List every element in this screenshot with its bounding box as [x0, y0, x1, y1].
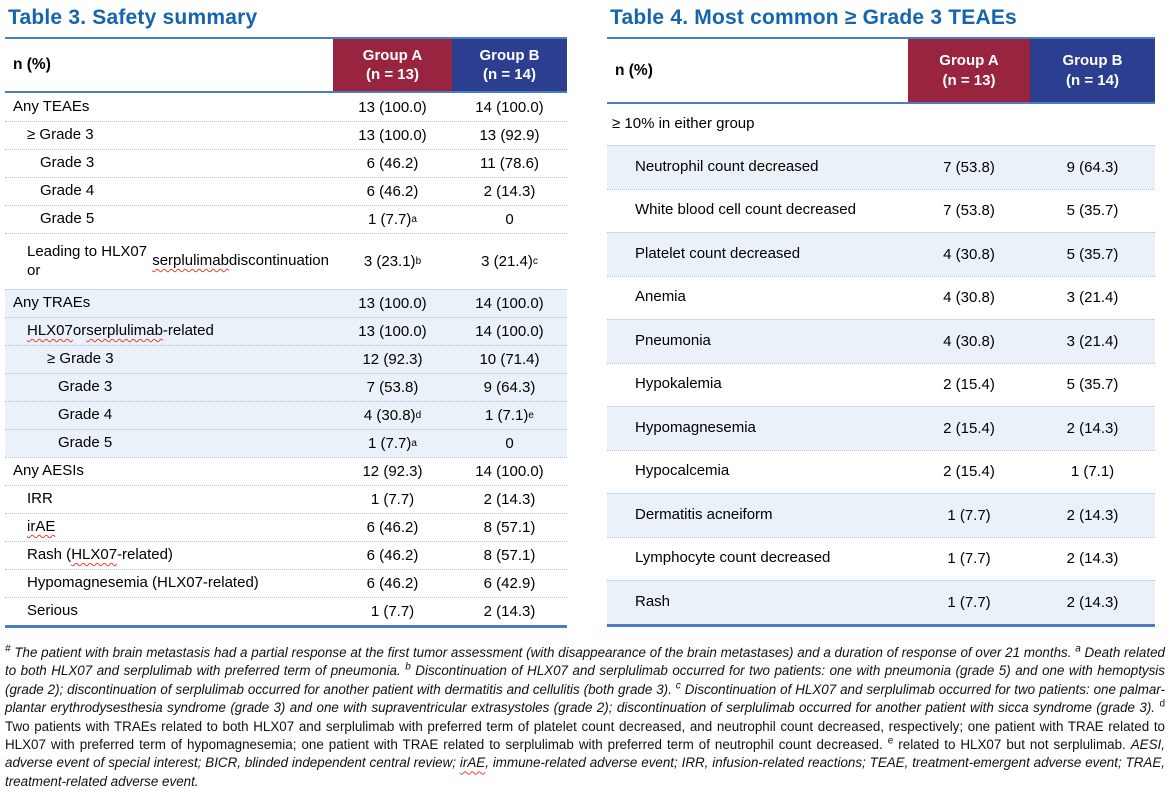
row-label — [5, 402, 333, 429]
cell-value: 2 (14.3) — [483, 491, 536, 508]
group-b-label: Group B — [1062, 52, 1123, 69]
table3-group-b-header — [452, 39, 567, 91]
row-label — [5, 206, 333, 233]
cell-group-a: 3 (23.1) b — [363, 253, 422, 270]
cell-value: 3 (23.1) — [363, 253, 416, 270]
cell-group-a — [333, 374, 452, 401]
label-text: ≥ Grade 3 — [47, 350, 114, 368]
label-text: Lymphocyte count decreased — [635, 549, 831, 567]
group-b-n: (n = 14) — [1066, 71, 1119, 89]
group-a-label: Group A — [362, 46, 423, 64]
table-row — [5, 121, 567, 149]
cell-value: 3 (21.4) — [1066, 289, 1119, 307]
cell-value: 6 (46.2) — [366, 575, 419, 592]
cell-value: 2 (14.3) — [483, 603, 536, 620]
row-label — [5, 486, 333, 513]
table-row — [5, 373, 567, 401]
cell-group-a — [333, 346, 452, 373]
group-a-label: Group A — [939, 52, 999, 69]
cell-value: 13 (92.9) — [479, 127, 540, 144]
table-row — [5, 233, 567, 289]
cell-value: 5 (35.7) — [1066, 245, 1119, 263]
footnote-text: The patient with brain metastasis had a partial response at the first tumor assessment (with disappearance of the brain metastases) and a duration of response of over 21 months. — [14, 645, 1076, 660]
cell-group-a — [908, 494, 1030, 537]
cell-value: 5 (35.7) — [1066, 376, 1119, 394]
cell-group-a — [908, 320, 1030, 363]
label-text: Rash — [635, 592, 671, 610]
cell-group-a — [908, 364, 1030, 407]
cell-group-b — [452, 318, 567, 345]
footnote-text: Discontinuation of HLX07 and serplulimab occurred for two patients: one with pneumonia (grade 5) and one with hemoptysis (grade 2); discontinuation of serplulimab occurred for another patient with dermatitis and cellulitis (both grade 3). — [5, 663, 1165, 697]
cell-value: 6 (46.2) — [366, 155, 419, 172]
table4-header-row — [607, 39, 1155, 104]
cell-value: 14 (100.0) — [475, 295, 544, 312]
cell-value: 13 (100.0) — [358, 127, 427, 144]
label-text: ≥ Grade 3 — [27, 126, 94, 144]
misspelled-word: irAE — [459, 755, 486, 771]
cell-value: 2 (14.3) — [1066, 550, 1119, 568]
row-label — [607, 233, 908, 276]
cell-value: 1 (7.1) — [1070, 463, 1115, 481]
cell-group-b — [1030, 407, 1155, 450]
table-row — [607, 363, 1155, 407]
cell-value: 1 (7.7) — [368, 435, 412, 452]
cell-group-a — [333, 486, 452, 513]
label-text: Hypokalemia — [635, 375, 722, 393]
row-label — [607, 364, 908, 407]
cell-value: 6 (42.9) — [483, 575, 536, 592]
cell-value: 4 (30.8) — [943, 245, 995, 263]
cell-value: 1 (7.7) — [370, 603, 415, 620]
table4 — [607, 37, 1155, 627]
cell-value: 3 (21.4) — [481, 253, 533, 270]
cell-group-b: 3 (21.4) c — [481, 253, 538, 270]
row-label — [5, 93, 333, 121]
table-row — [5, 401, 567, 429]
cell-group-a — [908, 190, 1030, 233]
label-text: -related) — [117, 546, 173, 564]
cell-value: 1 (7.7) — [947, 593, 991, 611]
footnote-text: AESI, adverse event of special interest; BICR, blinded independent central review; — [5, 737, 1165, 771]
cell-group-a — [333, 178, 452, 205]
table-row — [5, 149, 567, 177]
cell-group-a — [333, 122, 452, 149]
row-label — [5, 318, 333, 345]
cell-group-a — [333, 290, 452, 317]
table-row — [5, 541, 567, 569]
row-label — [607, 407, 908, 450]
label-text: Anemia — [635, 288, 686, 306]
table-row — [607, 493, 1155, 537]
label-text: Platelet count decreased — [635, 244, 801, 262]
cell-group-a — [333, 570, 452, 597]
label-text: Dermatitis acneiform — [635, 505, 773, 523]
row-label — [5, 430, 333, 457]
table-row — [607, 189, 1155, 233]
row-label — [607, 451, 908, 494]
cell-value: 1 (7.7) — [370, 491, 415, 508]
row-label — [5, 122, 333, 149]
row-label — [607, 494, 908, 537]
cell-group-b — [1030, 451, 1155, 494]
cell-group-a — [333, 542, 452, 569]
cell-value: 6 (46.2) — [366, 547, 419, 564]
table-row — [5, 513, 567, 541]
cell-group-a — [908, 146, 1030, 189]
table-row — [607, 319, 1155, 363]
row-label — [5, 234, 333, 289]
table3-header-row — [5, 39, 567, 93]
row-label — [607, 277, 908, 320]
cell-value: 6 (46.2) — [366, 519, 419, 536]
cell-group-b — [452, 206, 567, 233]
cell-value: 2 (14.3) — [1066, 419, 1119, 437]
table4-panel — [607, 0, 1155, 627]
cell-value: 2 (15.4) — [943, 463, 995, 481]
label-text: Rash ( — [27, 546, 72, 564]
footnote-marker: d — [1159, 698, 1165, 710]
label-text: Grade 5 — [40, 210, 95, 228]
table-row — [5, 345, 567, 373]
cell-group-a — [908, 277, 1030, 320]
cell-group-b — [1030, 277, 1155, 320]
label-text: or — [72, 322, 87, 340]
footnote-text: , immune-related adverse event; IRR, infusion-related reactions; TEAE, treatment-emergent adverse event; TRAE, treatment-related adverse event. — [5, 755, 1165, 789]
cell-group-a — [908, 407, 1030, 450]
misspelled-word: HLX07 — [27, 322, 73, 340]
cell-group-a — [908, 581, 1030, 624]
cell-value: 12 (92.3) — [362, 463, 423, 480]
cell-value: 5 (35.7) — [1066, 202, 1119, 220]
cell-group-b — [452, 346, 567, 373]
misspelled-word: serplulimab — [152, 252, 229, 270]
misspelled-word: HLX07 — [71, 546, 118, 564]
section-label: ≥ 10% in either group — [612, 115, 755, 133]
table-row — [5, 457, 567, 485]
table-row — [607, 537, 1155, 581]
table-row — [607, 580, 1155, 624]
label-text: discontinuation — [228, 252, 329, 270]
table-row — [607, 450, 1155, 494]
cell-value: 4 (30.8) — [943, 289, 995, 307]
cell-value: 13 (100.0) — [358, 295, 427, 312]
cell-group-b — [452, 374, 567, 401]
table-row — [5, 317, 567, 345]
cell-group-a — [333, 514, 452, 541]
table-row — [607, 232, 1155, 276]
cell-value: 2 (15.4) — [943, 376, 995, 394]
table4-group-a-header — [908, 39, 1030, 102]
cell-value: 1 (7.7) — [368, 211, 412, 228]
row-label — [5, 570, 333, 597]
table-row — [5, 569, 567, 597]
table3-title: Table 3. Safety summary — [8, 6, 258, 29]
cell-group-a — [908, 451, 1030, 494]
cell-group-b — [452, 458, 567, 485]
cell-group-a — [333, 598, 452, 625]
cell-value: 2 (14.3) — [483, 183, 536, 200]
cell-value: 14 (100.0) — [475, 323, 544, 340]
footnote-text: Death related to both HLX07 and serplulimab with preferred term of pneumonia. — [5, 645, 1165, 679]
cell-group-a: 1 (7.7) a — [368, 211, 417, 228]
footnote-marker: a — [1075, 643, 1081, 655]
footnote-marker: # — [5, 643, 11, 655]
label-text: White blood cell count decreased — [635, 201, 856, 219]
table-row — [5, 93, 567, 121]
footnote-text: related to HLX07 but not serplulimab. — [898, 737, 1131, 753]
cell-group-a — [333, 458, 452, 485]
cell-group-b — [1030, 494, 1155, 537]
footnote-marker: c — [675, 680, 681, 692]
cell-value: 10 (71.4) — [479, 351, 540, 368]
label-text: Any AESIs — [13, 462, 84, 480]
cell-group-a: 4 (30.8) d — [363, 407, 422, 424]
group-b-n: (n = 14) — [483, 66, 536, 83]
cell-value: 6 (46.2) — [366, 183, 419, 200]
table4-header-label: n (%) — [615, 61, 653, 79]
cell-value: 14 (100.0) — [475, 463, 544, 480]
cell-group-a: 1 (7.7) a — [368, 435, 417, 452]
cell-value: 0 — [505, 435, 514, 452]
cell-group-b — [452, 178, 567, 205]
table4-group-b-header — [1030, 39, 1155, 102]
group-a-n: (n = 13) — [366, 66, 419, 83]
row-label — [607, 320, 908, 363]
cell-value: 2 (15.4) — [943, 419, 995, 437]
row-label — [5, 458, 333, 485]
cell-value: 1 (7.1) — [485, 407, 529, 424]
cell-value: 11 (78.6) — [480, 155, 539, 172]
table-row — [607, 145, 1155, 189]
label-text: Neutrophil count decreased — [635, 157, 819, 175]
cell-group-b — [1030, 146, 1155, 189]
label-text: Any TRAEs — [13, 294, 91, 312]
cell-value: 4 (30.8) — [363, 407, 416, 424]
cell-group-a — [333, 150, 452, 177]
row-label — [607, 581, 908, 624]
cell-group-a — [333, 93, 452, 121]
cell-value: 2 (14.3) — [1066, 593, 1119, 611]
table-row — [5, 177, 567, 205]
label-text: Leading to HLX07 or — [27, 242, 148, 279]
label-text: Hypocalcemia — [635, 462, 730, 480]
row-label — [5, 346, 333, 373]
row-label — [5, 290, 333, 317]
table-section-row — [607, 104, 1155, 145]
cell-value: 7 (53.8) — [943, 202, 995, 220]
cell-value: 9 (64.3) — [483, 379, 536, 396]
cell-group-b — [452, 430, 567, 457]
label-text: Grade 4 — [58, 406, 113, 424]
footnote-marker: e — [887, 735, 894, 747]
cell-group-a — [333, 318, 452, 345]
cell-group-b: 1 (7.1) e — [485, 407, 534, 424]
cell-value: 14 (100.0) — [475, 98, 544, 116]
row-label — [5, 542, 333, 569]
row-label — [5, 514, 333, 541]
cell-value: 8 (57.1) — [483, 547, 536, 564]
cell-value: 3 (21.4) — [1066, 332, 1119, 350]
label-text: Hypomagnesemia (HLX07-related) — [27, 574, 259, 592]
row-label — [5, 374, 333, 401]
cell-group-b — [452, 290, 567, 317]
table3-body — [5, 93, 567, 625]
footnote-marker: b — [405, 661, 411, 673]
table3-panel — [5, 0, 567, 628]
label-text: Grade 5 — [58, 434, 113, 452]
row-label — [607, 146, 908, 189]
label-text: Any TEAEs — [13, 97, 90, 115]
group-b-label: Group B — [479, 46, 540, 64]
cell-group-b — [452, 93, 567, 121]
misspelled-word: irAE — [27, 518, 56, 536]
group-a-n: (n = 13) — [942, 71, 996, 89]
table-row — [607, 276, 1155, 320]
row-label — [5, 150, 333, 177]
cell-group-b — [1030, 581, 1155, 624]
table4-title: Table 4. Most common ≥ Grade 3 TEAEs — [610, 6, 1017, 29]
table-row — [5, 597, 567, 625]
table3 — [5, 37, 567, 628]
cell-group-b — [1030, 190, 1155, 233]
cell-group-b — [1030, 233, 1155, 276]
table3-group-a-header — [333, 39, 452, 91]
label-text: -related — [162, 322, 214, 340]
cell-group-b — [452, 486, 567, 513]
table-row — [607, 406, 1155, 450]
cell-value: 13 (100.0) — [358, 98, 427, 116]
label-text: Grade 3 — [58, 378, 113, 396]
footnote-text: Discontinuation of HLX07 and serplulimab occurred for two patients: one palmar-plantar erythrodysesthesia syndrome (grade 3) and one with supraventricular extrasystoles (grade 2); discontinuation of serplulimab occurred for another patient with sicca syndrome (grade 3). — [5, 681, 1165, 716]
cell-group-b — [452, 542, 567, 569]
cell-group-a — [908, 233, 1030, 276]
label-text: Grade 3 — [40, 154, 95, 172]
cell-value: 7 (53.8) — [366, 379, 419, 396]
label-text: Pneumonia — [635, 331, 711, 349]
cell-group-b — [1030, 364, 1155, 407]
cell-value: 9 (64.3) — [1066, 158, 1119, 176]
cell-group-b — [452, 570, 567, 597]
table-row — [5, 289, 567, 317]
cell-group-a — [908, 538, 1030, 581]
cell-group-b — [1030, 538, 1155, 581]
row-label — [607, 190, 908, 233]
cell-value: 0 — [505, 211, 514, 228]
cell-value: 1 (7.7) — [947, 550, 991, 568]
label-text: Serious — [27, 602, 78, 620]
cell-value: 13 (100.0) — [358, 323, 427, 340]
label-text: IRR — [27, 490, 53, 508]
cell-group-b — [452, 122, 567, 149]
cell-group-b — [452, 150, 567, 177]
table3-header-label: n (%) — [13, 56, 51, 73]
footnote — [5, 644, 1165, 791]
label-text: Hypomagnesemia — [635, 418, 756, 436]
cell-value: 12 (92.3) — [362, 351, 423, 368]
table-row — [5, 429, 567, 457]
row-label — [5, 178, 333, 205]
cell-group-b — [452, 514, 567, 541]
row-label — [607, 538, 908, 581]
row-label — [5, 598, 333, 625]
cell-value: 4 (30.8) — [943, 332, 995, 350]
cell-group-b — [452, 598, 567, 625]
cell-value: 2 (14.3) — [1066, 506, 1119, 524]
table4-body — [607, 104, 1155, 624]
footnote-text: Two patients with TRAEs related to both HLX07 and serplulimab with preferred term of platelet count decreased, and neutrophil count decreased, respectively; one patient with TRAE related to HLX07 with preferred term of hypomagnesemia; one patient with TRAE related to serplulimab with preferred term of neutrophil count decreased. — [5, 718, 1165, 753]
cell-value: 8 (57.1) — [483, 519, 536, 536]
label-text: Grade 4 — [40, 182, 95, 200]
table-row — [5, 205, 567, 233]
misspelled-word: serplulimab — [86, 322, 163, 340]
cell-value: 7 (53.8) — [943, 158, 995, 176]
cell-group-b — [1030, 320, 1155, 363]
cell-value: 1 (7.7) — [947, 506, 991, 524]
table-row — [5, 485, 567, 513]
